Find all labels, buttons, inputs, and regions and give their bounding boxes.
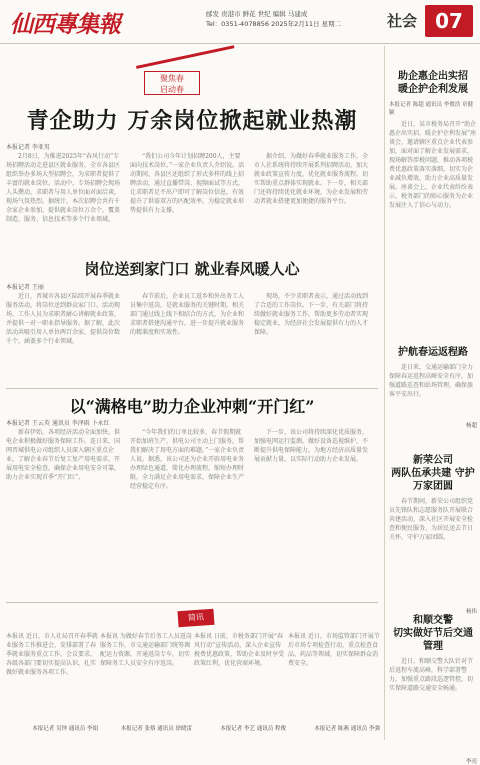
brief-item (6, 632, 98, 732)
brief-news-badge (156, 606, 236, 628)
second-byline: 本报记者 王丽 (6, 284, 44, 291)
newspaper-logo: 仙西專集報 (10, 11, 120, 38)
brief-item (100, 632, 192, 732)
masthead (0, 0, 480, 44)
third-col2: “今年我们的订单比较多，春节假期就开始加班生产，供电公司主动上门服务，帮我们解决了用电方面的难题。”一家企业负责人说。据悉，该公司还为企业开辟用电业务办理绿色通道，简化办理流程，缩短办理时限，全力满足企业用电需求，保障企业生产经营稳定有序。 (130, 429, 245, 490)
right-article-2 (389, 346, 477, 429)
right-article-1-byline: 本报记者 陈超 通讯员 李俊浩 章健颖 (389, 102, 473, 116)
right-article-3-title: 新荣公司 两队伍承共建 守护万家团圆 (391, 455, 475, 492)
right-article-3 (389, 454, 477, 615)
header-info-line2: Tel：0351-4078856 2025年2月11日 星期二 (206, 20, 342, 28)
third-article (6, 428, 370, 598)
brush-stroke (136, 45, 234, 69)
brief-byline: 本报记者 陈燕 通讯员 李强 (314, 726, 380, 732)
third-byline: 本报记者 王云英 通讯员 李泽雨 卜永红 (6, 420, 110, 427)
second-col3: 现场，不少求职者表示，通过活动找到了合适的工作岗位。下一步，有关部门将持续做好就业服务工作，帮助更多劳动者实现稳定就业，为经济社会发展提供有力的人才保障。 (254, 293, 369, 336)
third-col3: 下一步，该公司将持续深化优质服务，加强电网运行监测，做好设备巡视维护，不断提升供电保障能力，为地方经济高质量发展贡献力量，以实际行动助力企业发展。 (254, 429, 369, 463)
brief-byline: 本报记者 李艺 通讯员 程俊 (220, 726, 286, 732)
second-col1: 近日，晋城市各县区陆续开展春季就业服务活动，将岗位送到群众家门口。活动现场，工作人员为求职者耐心讲解就业政策，并提供一对一职业指导服务。据了解，此次活动共吸引用人单位两百余家，提供岗位数千个，涵盖多个行业领域。 (6, 293, 121, 345)
header-info-line1: 邮发 贵港市 鲜花 世纪 编辑 马建成 (206, 10, 308, 18)
lead-headline: 青企助力 万余岗位掀起就业热潮 (26, 108, 358, 134)
right-article-4 (389, 614, 477, 765)
main-content (6, 46, 378, 740)
right-article-2-title: 护航春运返程路 (398, 347, 468, 358)
brief-byline: 本报记者 张蔡 通讯员 徐晓雷 (120, 726, 192, 732)
divider (6, 602, 378, 603)
third-headline: 以“满格电”助力企业冲刺“开门红” (69, 397, 315, 416)
right-article-3-text: 春节期间，新荣公司组织党员先锋队和志愿服务队开展联合共建活动，深入社区开展安全检查和便民服务，为居民送去节日关怀，守护万家团圆。 (389, 498, 474, 541)
brief-text: 本报讯 日前，市税务部门开展“春风行动”宣传活动，深入企业宣传税费优惠政策，帮助企业及时享受政策红利，优化营商环境。 (194, 633, 285, 667)
sidebar-column (384, 46, 477, 765)
brief-item (194, 632, 286, 732)
right-article-1 (389, 70, 477, 326)
header-info (206, 9, 384, 29)
brief-text: 本报讯 为做好春节后务工人员返岗服务工作，市交通运输部门统筹调配运力资源，开通返岗专车，切实保障务工人员安全有序返岗。 (100, 633, 192, 667)
banner-line2: 启动春 (160, 85, 184, 94)
banner-line1: 聚焦春 (160, 74, 184, 83)
section-label: 社会 (387, 12, 418, 30)
brief-byline: 本报记者 吴钟 通讯员 李娟 (32, 726, 98, 732)
banner-box (144, 71, 200, 95)
second-col2: 春节前后，企业员工返乡和外出务工人员集中返岗，是就业服务的关键时期。相关部门通过线上线下相结合的方式，为企业和求职者搭建沟通平台，进一步提升就业服务的精准度和实效性。 (130, 293, 245, 336)
divider (6, 388, 378, 389)
lead-article (6, 152, 370, 252)
third-col1: 新春伊始，各项经济活动全面加快，供电企业积极做好服务保障工作。连日来，国网晋城供电公司组织人员深入辖区重点企业，了解企业春节后复工复产用电需求，开展用电安全检查，确保企业用电安全可靠，助力企业实现首季“开门红”。 (6, 429, 121, 481)
page-number-badge: 07 (425, 5, 473, 37)
lead-col3: 据介绍，为做好春季就业服务工作，全市人社系统将持续开展系列招聘活动，加大就业政策宣传力度，优化就业服务流程，切实帮助重点群体实现就业。下一步，相关部门还将持续优化就业环境，为企业发展和劳动者就业搭建更加便捷的服务平台。 (254, 153, 369, 205)
column-banner (136, 66, 236, 100)
lead-col2: “我们公司今年计划招聘200人，主要面向技术岗位。”一家企业负责人介绍说。活动期间，各县区还组织了形式多样的线上招聘活动，通过直播带岗、视频面试等方式，让求职者足不出户即可了解岗位信息，有效提升了供需双方的匹配效率，为稳定就业形势提供有力支撑。 (130, 153, 245, 214)
lead-col1: 2月8日，为推进2025年“春风行动”专场招聘活动走进县区就业服务，全市各县区组织举办多场大型招聘会，为求职者提供了丰富的就业岗位。活动中，专场招聘会现场人头攒动，求职者与用人单位面对面洽谈，现场气氛热烈。据统计，本次招聘会共有千余家企业参加，提供就业岗位万余个，覆盖制造、服务、信息技术等多个行业领域。 (6, 153, 121, 223)
brief-text: 本报讯 近日，市人社局召开春季就业服务工作推进会，安排部署了春季就业服务重点工作。会议要求，各级各部门要切实提高认识，扎实做好就业服务各项工作。 (6, 633, 98, 676)
right-article-4-text: 近日，和顺交警大队针对节后返程车流高峰，科学部署警力，加强重点路段巡逻管控，切实保障道路交通安全畅通。 (389, 658, 474, 692)
second-headline: 岗位送到家门口 就业春风暖人心 (84, 260, 300, 278)
right-article-4-title: 和顺交警 切实做好节后交通管理 (393, 615, 473, 652)
right-article-1-title: 助企惠企出实招 暖企护企利发展 (398, 71, 468, 95)
right-article-1-text: 近日，某市税务局召开“助企惠企出实招、暖企护企利发展”座谈会，邀请辖区重点企业代表参加，面对面了解企业发展需求，现场解答涉税问题，推动各项税费优惠政策落实落细，切实为企业减负增效，助力企业高质量发展。座谈会上，企业代表纷纷表示，税务部门的贴心服务为企业发展注入了信心与动力。 (389, 121, 477, 209)
right-article-3-sign: 杨伟 (465, 609, 477, 615)
lead-byline: 本报记者 李亚男 (6, 144, 50, 151)
right-article-2-sign: 杨超 (465, 423, 477, 429)
brief-item (288, 632, 380, 732)
right-article-2-text: 连日来，交通运输部门全力保障春运返程高峰安全有序，加强道路巡查和站场管理，确保旅客平安出行。 (389, 364, 474, 398)
brief-news-label: 简讯 (177, 609, 214, 627)
brief-text: 本报讯 近日，市场监管部门开展节后市场专项检查行动，重点检查食品、药品等领域，切实保障群众消费安全。 (288, 633, 380, 667)
second-article (6, 292, 370, 382)
right-article-4-sign: 李亮 (465, 759, 477, 765)
